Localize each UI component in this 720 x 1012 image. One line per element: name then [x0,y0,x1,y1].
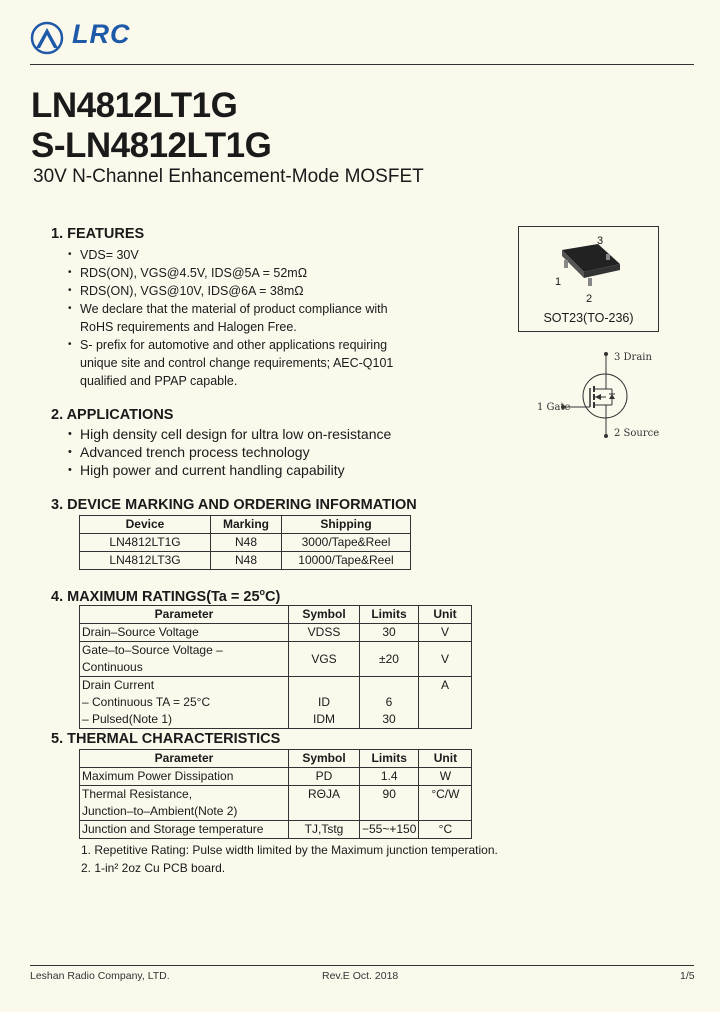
table-cell: – Continuous TA = 25°C [80,694,289,711]
table-cell: LN4812LT3G [80,552,211,570]
table-cell: Thermal Resistance, [80,786,289,804]
table-cell [360,677,419,695]
table-cell: Drain–Source Voltage [80,624,289,642]
table-cell: N48 [211,534,282,552]
feature-item-cont: RoHS requirements and Halogen Free. [80,320,297,334]
application-item: • High density cell design for ultra low on-resistance [68,425,488,443]
pin2-label: 2 [586,293,593,305]
part-number-title-s: S-LN4812LT1G [31,126,272,165]
table-cell: PD [289,768,360,786]
table-cell: LN4812LT1G [80,534,211,552]
table-cell: 10000/Tape&Reel [282,552,411,570]
max-ratings-heading-text: 4. MAXIMUM RATINGS(Ta = 25 [51,588,260,605]
table-cell: 90 [360,786,419,804]
table-row [80,786,472,804]
package-label: SOT23(TO-236) [543,311,634,325]
table-row [80,642,472,677]
table-header: Shipping [282,516,411,534]
table-header: Unit [419,606,472,624]
table-row [80,768,472,786]
feature-item: • RDS(ON), VGS@10V, IDS@6A = 38mΩ [68,282,508,300]
gate-label: 1 Gate [537,402,571,413]
table-cell: W [419,768,472,786]
table-row [80,803,472,821]
table-cell: ID [289,694,360,711]
feature-item: • RDS(ON), VGS@4.5V, IDS@5A = 52mΩ [68,264,508,282]
thermal-heading: 5. THERMAL CHARACTERISTICS [51,731,281,747]
table-header-row [80,750,472,768]
table-row [80,624,472,642]
table-header: Symbol [289,750,360,768]
pin1-label: 1 [555,276,562,288]
thermal-table [79,749,472,839]
part-number-title: LN4812LT1G [31,86,238,125]
source-label: 2 Source [614,428,660,439]
footer-revision: Rev.E Oct. 2018 [322,970,399,982]
table-header-row [80,516,411,534]
application-item: • Advanced trench process technology [68,443,488,461]
table-cell: A [419,677,472,695]
table-cell: V [419,642,472,677]
table-cell [419,711,472,729]
table-cell [419,803,472,821]
header-divider [30,64,694,65]
table-row [80,677,472,695]
table-row [80,821,472,839]
table-header: Limits [360,750,419,768]
note-2: 2. 1-in² 2oz Cu PCB board. [81,861,226,875]
table-row [80,534,411,552]
table-cell: 6 [360,694,419,711]
table-cell: – Pulsed(Note 1) [80,711,289,729]
table-header: Device [80,516,211,534]
application-item: • High power and current handling capability [68,461,488,479]
table-cell: 3000/Tape&Reel [282,534,411,552]
device-subtitle: 30V N-Channel Enhancement-Mode MOSFET [33,166,424,187]
table-header: Parameter [80,750,289,768]
table-header: Unit [419,750,472,768]
table-cell: V [419,624,472,642]
table-cell: Maximum Power Dissipation [80,768,289,786]
table-cell [360,803,419,821]
table-header-row [80,606,472,624]
table-cell: °C/W [419,786,472,804]
table-cell [289,677,360,695]
table-cell: TJ,Tstg [289,821,360,839]
feature-item-cont: unique site and control change requirements; AEC-Q101 [80,356,394,370]
table-cell: °C [419,821,472,839]
table-cell: Junction–to–Ambient(Note 2) [80,803,289,821]
table-cell [419,694,472,711]
applications-list [68,425,488,479]
features-heading: 1. FEATURES [51,226,145,242]
feature-item: • S- prefix for automotive and other applications requiring [68,336,508,354]
table-cell: IDM [289,711,360,729]
pin3-label: 3 [597,235,604,247]
max-ratings-table [79,605,472,729]
footer-page: 1/5 [680,970,695,982]
table-cell: VGS [289,642,360,677]
feature-item: • VDS= 30V [68,246,508,264]
drain-label: 3 Drain [614,352,652,363]
max-ratings-heading [51,587,280,605]
table-row [80,694,472,711]
sot23-package-icon [548,240,628,300]
table-cell: N48 [211,552,282,570]
table-cell: Junction and Storage temperature [80,821,289,839]
table-row [80,552,411,570]
marking-heading: 3. DEVICE MARKING AND ORDERING INFORMATION [51,497,417,513]
table-cell: 1.4 [360,768,419,786]
table-cell: RΘJA [289,786,360,804]
table-row [80,711,472,729]
max-ratings-heading-end: C) [265,588,281,605]
table-header: Limits [360,606,419,624]
applications-heading: 2. APPLICATIONS [51,407,174,423]
logo-text: LRC [72,19,131,49]
marking-table [79,515,411,570]
table-cell: Drain Current [80,677,289,695]
footer-divider [30,965,694,966]
degree-superscript: o [259,587,266,597]
table-cell: VDSS [289,624,360,642]
table-cell: ±20 [360,642,419,677]
table-header: Parameter [80,606,289,624]
table-cell: Gate–to–Source Voltage – Continuous [80,642,289,677]
features-list [68,246,508,390]
table-cell: 30 [360,624,419,642]
table-cell: 30 [360,711,419,729]
feature-item-cont: qualified and PPAP capable. [80,374,238,388]
table-header: Symbol [289,606,360,624]
note-1: 1. Repetitive Rating: Pulse width limited by the Maximum junction temperation. [81,843,498,857]
table-cell: −55~+150 [360,821,419,839]
footer-company: Leshan Radio Company, LTD. [30,970,170,982]
table-cell [289,803,360,821]
table-header: Marking [211,516,282,534]
feature-item: • We declare that the material of product compliance with [68,300,508,318]
